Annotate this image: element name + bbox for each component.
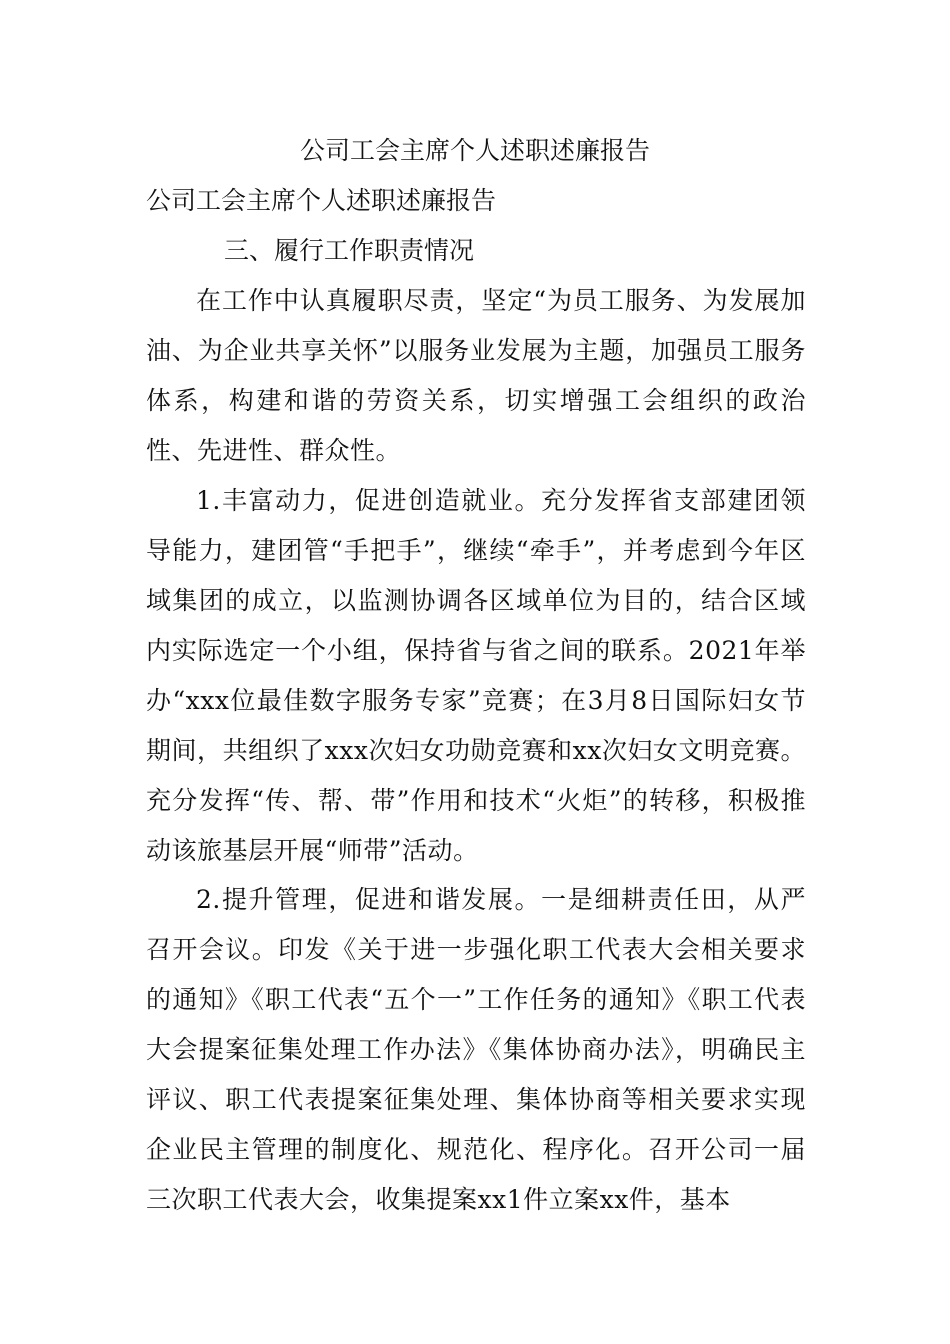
document-title: 公司工会主席个人述职述廉报告 <box>299 136 650 165</box>
paragraph-item-2: 2.提升管理，促进和谐发展。一是细耕责任田，从严召开会议。印发《关于进一步强化职工代表大会相关要求的通知》《职工代表“五个一”工作任务的通知》《职工代表大会提案征集处理工作办法》《集体协商办法》，明确民主评议、职工代表提案征集处理、集体协商等相关要求实现企业民主管理的制度化、规范化、程序化。召开公司一届三次职工代表大会，收集提案xx1件立案xx件，基本 <box>146 885 806 1214</box>
section-heading: 三、履行工作职责情况 <box>224 236 475 265</box>
paragraph-item-1: 1.丰富动力，促进创造就业。充分发挥省支部建团领导能力，建团管“手把手”，继续“牵手”，并考虑到今年区域集团的成立，以监测协调各区域单位为目的，结合区域内实际选定一个小组，保持省与省之间的联系。2021年举办“xxx位最佳数字服务专家”竞赛；在3月8日国际妇女节期间，共组织了xxx次妇女功勋竞赛和xx次妇女文明竞赛。充分发挥“传、帮、带”作用和技术“火炬”的转移，积极推动该旅基层开展“师带”活动。 <box>146 486 806 865</box>
paragraph-intro: 在工作中认真履职尽责，坚定“为员工服务、为发展加油、为企业共享关怀”以服务业发展为主题，加强员工服务体系，构建和谐的劳资关系，切实增强工会组织的政治性、先进性、群众性。 <box>146 286 806 465</box>
document-subtitle: 公司工会主席个人述职述廉报告 <box>146 186 497 215</box>
